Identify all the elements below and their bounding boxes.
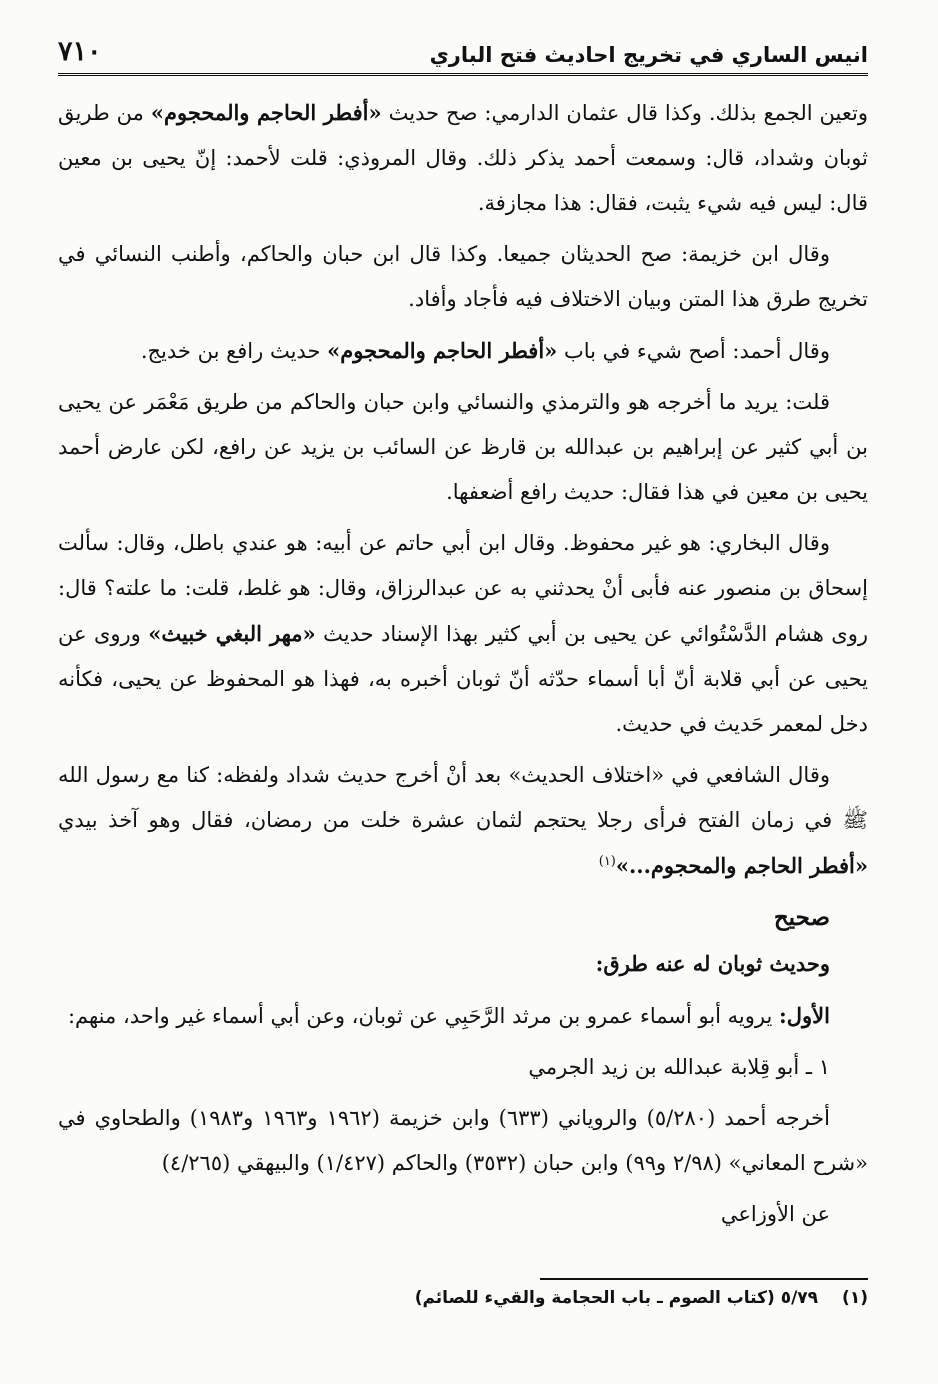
- paragraph-1: [58, 90, 868, 226]
- footnote-number: (١): [842, 1288, 868, 1308]
- p3-text-c: حديث رافع بن خديج.: [140, 339, 328, 363]
- p3-hadith-title: «أفطر الحاجم والمحجوم»: [327, 338, 558, 363]
- paragraph-4: قلت: يريد ما أخرجه هو والترمذي والنسائي وابن حبان والحاكم من طريق مَعْمَر عن يحيى بن أبي كثير عن إبراهيم بن عبدالله بن قارظ عن السائب بن يزيد عن رافع، لكن عارض أحمد يحيى بن معين في هذا فقال: حديث رافع أضعفها.: [58, 390, 868, 504]
- p6-hadith-title: «أفطر الحاجم والمحجوم...»: [615, 853, 868, 878]
- p1-text-c: من طريق ثوبان وشداد، قال: وسمعت أحمد يذكر ذلك. وقال المروذي: قلت لأحمد: إنّ يحيى بن معين قال: ليس فيه شيء يثبت، فقال: هذا مجازفة.: [58, 101, 868, 215]
- footnote: [58, 1288, 868, 1308]
- p5-hadith-title: «مهر البغي خبيث»: [148, 621, 316, 646]
- narrator-line: عن الأوزاعي: [720, 1202, 830, 1226]
- p1-hadith-title: «أفطر الحاجم والمحجوم»: [150, 100, 382, 125]
- grade-heading: صحيح: [773, 904, 830, 931]
- p1-text-a: وتعين الجمع بذلك. وكذا قال عثمان الدارمي: صح حديث: [381, 101, 868, 125]
- p5-text-c: وروى عن يحيى عن أبي قلابة أنّ أبا أسماء حدّثه أنّ ثوبان أخبره به، فهذا هو المحفوظ عن يحيى، فكأنه دخل لمعمر حَديث في حديث.: [58, 622, 868, 736]
- first-path-text: يرويه أبو أسماء عمرو بن مرثد الرَّحَبِي عن ثوبان، وعن أبي أسماء غير واحد، منهم:: [67, 1004, 780, 1028]
- list-item: [58, 1045, 868, 1090]
- takhrij-paragraph: أخرجه أحمد (٥/٢٨٠) والروياني (٦٣٣) وابن خزيمة (١٩٦٢ و١٩٦٣ و١٩٨٣) والطحاوي في «شرح المعاني» (٢/٩٨ و٩٩) وابن حبان (٣٥٣٢) والحاكم (١/٤٢٧) والبيهقي (٤/٢٦٥): [58, 1106, 868, 1175]
- first-path-paragraph: [58, 993, 868, 1039]
- paragraph-3: [58, 328, 868, 374]
- paragraph-6: [58, 753, 868, 889]
- list-item-text: أبو قِلابة عبدالله بن زيد الجرمي: [528, 1055, 800, 1079]
- section-subheading: وحديث ثوبان له عنه طرق:: [595, 951, 830, 976]
- footnote-divider: [540, 1278, 868, 1280]
- first-path-label: الأول:: [779, 1003, 830, 1028]
- list-item-number: ١ ـ: [799, 1055, 830, 1079]
- paragraph-5: [58, 521, 868, 747]
- body-text: [58, 90, 868, 1237]
- paragraph-2: وقال ابن خزيمة: صح الحديثان جميعا. وكذا قال ابن حبان والحاكم، وأطنب النسائي في تخريج طرق هذا المتن وبيان الاختلاف فيه فأجاد وأفاد.: [58, 242, 868, 311]
- book-title: انيس الساري في تخريج احاديث فتح الباري: [429, 43, 868, 67]
- running-header: [58, 36, 868, 76]
- p5-text-a: وقال البخاري: هو غير محفوظ. وقال ابن أبي حاتم عن أبيه: هو عندي باطل، وقال: سألت إسحاق بن منصور عنه فأبى أنْ يحدثني به عن عبدالرزاق، وقال: هو غلط، قلت: ما علته؟ قال: روى هشام الدَّسْتُوائي عن يحيى بن أبي كثير بهذا الإسناد حديث: [58, 531, 869, 646]
- p6-text-a: وقال الشافعي في «اختلاف الحديث» بعد أنْ أخرج حديث شداد ولفظه: كنا مع رسول الله ﷺ في زمان الفتح فرأى رجلا يحتجم لثمان عشرة خلت من رمضان، فقال وهو آخذ بيدي: [58, 763, 868, 832]
- footnote-ref: (١): [598, 854, 616, 869]
- page-number: ٧١٠: [58, 36, 102, 67]
- p3-text-a: وقال أحمد: أصح شيء في باب: [557, 339, 830, 363]
- footnote-text: ٥/٧٩ (كتاب الصوم ـ باب الحجامة والقيء للصائم): [414, 1288, 819, 1308]
